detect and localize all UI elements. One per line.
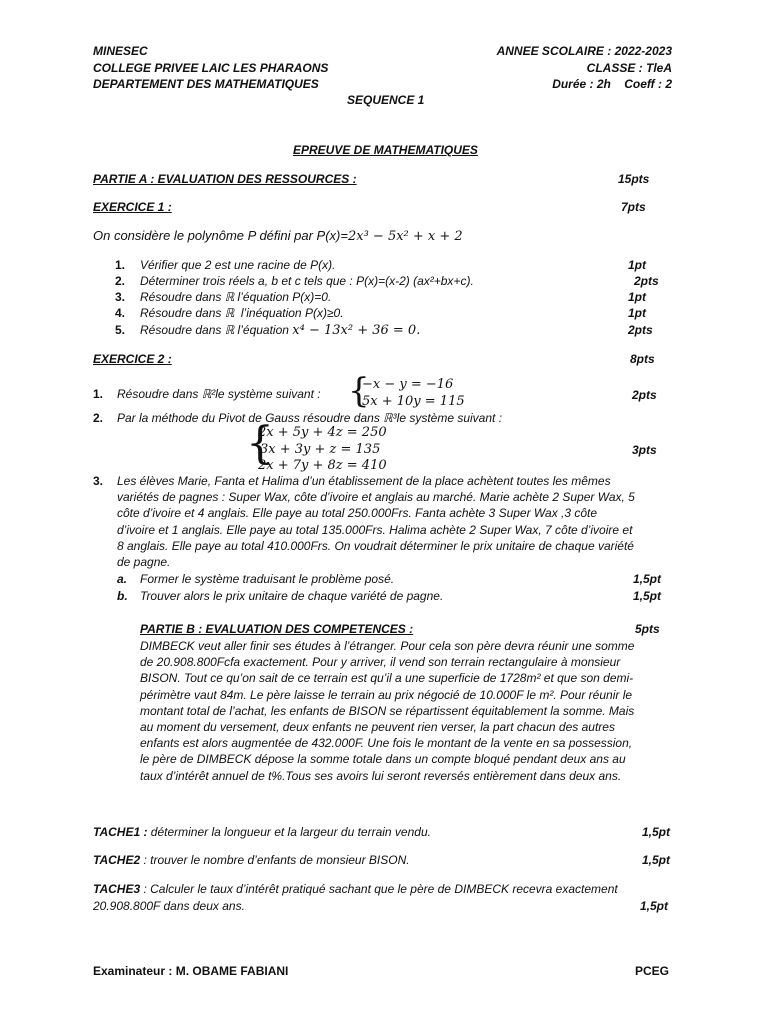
ex2-q2-text: Par la méthode du Pivot de Gauss résoudre dans ℝ³le système suivant :	[117, 411, 503, 425]
ex2-q2-num: 2.	[93, 411, 104, 425]
task-3-points: 1,5pt	[640, 899, 669, 913]
ex1-intro: On considère le polynôme P défini par P(x)=2x³ − 5x² + x + 2	[93, 228, 463, 244]
ex2-q2-brace: {	[246, 418, 274, 469]
ex1-item-points: 2pts	[628, 323, 653, 337]
ex2-q2-eq: 3x + 3y + z = 135	[260, 442, 381, 457]
ex1-item-points: 2pts	[634, 274, 659, 288]
header-school-year: ANNEE SCOLAIRE : 2022-2023	[496, 44, 672, 58]
partB-paragraph: DIMBECK veut aller finir ses études à l’étranger. Pour cela son père devra réunir une somme de 20.908.800Fcfa exactement. Pour y arriver, il vend son terrain rectangulaire à monsieur BISON. Tout ce qu’on sait de ce terrain est qu’il a une superficie de 1728m² et que son demi- périmètre vaut 84m. Le père laisse le terrain au prix négocié de 10.000F le m². Pour réunir le montant total de l’achat, les enfants de BISON se répartissent équitablement la somme. Mais au moment du versement, deux enfants ne peuvent rien verser, la part chacun des autres enfants est alors augmentée de 432.000F. Une fois le montant de la vente en sa possession, le père de DIMBECK dépose la somme totale dans un compte bloqué pendant deux ans au taux d’intérêt annuel de t%.Tous ses avoirs lui seront reversés entièrement dans deux ans.	[140, 639, 635, 783]
ex1-item-points: 1pt	[628, 258, 646, 272]
ex2-q3-sub-points: 1,5pt	[633, 589, 662, 603]
ex1-item-text: Déterminer trois réels a, b et c tels que : P(x)=(x-2) (ax²+bx+c).	[140, 274, 474, 288]
task-2-points: 1,5pt	[642, 853, 671, 867]
header-department: DEPARTEMENT DES MATHEMATIQUES	[93, 77, 319, 91]
ex1-item-num: 1.	[115, 258, 126, 272]
header-class: CLASSE : TleA	[586, 61, 672, 75]
ex1-item-text: Vérifier que 2 est une racine de P(x).	[140, 258, 336, 272]
ex2-q3-sub-num: b.	[117, 589, 128, 603]
ex2-points: 8pts	[630, 352, 655, 366]
ex1-item-num: 2.	[115, 274, 126, 288]
page-title: EPREUVE DE MATHEMATIQUES	[293, 143, 478, 157]
partB-points: 5pts	[635, 622, 660, 636]
partA-points: 15pts	[618, 172, 650, 186]
partB-title: PARTIE B : EVALUATION DES COMPETENCES :	[140, 622, 414, 636]
ex2-q1-num: 1.	[93, 387, 104, 401]
ex1-points: 7pts	[621, 200, 646, 214]
ex2-q2-points: 3pts	[632, 443, 657, 457]
ex1-item-text: Résoudre dans ℝ l’équation x⁴ − 13x² + 36 = 0.	[140, 323, 421, 338]
task-2: TACHE2 : trouver le nombre d’enfants de monsieur BISON.	[93, 853, 410, 867]
task-3: TACHE3 : Calculer le taux d’intérêt pratiqué sachant que le père de DIMBECK recevra exactement	[93, 882, 618, 896]
ex1-item-num: 4.	[115, 306, 126, 320]
ex1-item-points: 1pt	[628, 306, 646, 320]
ex2-q3-paragraph: Les élèves Marie, Fanta et Halima d’un établissement de la place achètent toutes les mêmes variétés de pagnes : Super Wax, côte d’ivoire et anglais au marché. Marie achète 2 Super Wax, 5 côte d’ivoire et 4 anglais. Elle paye au total 250.000Frs. Fanta achète 3 Super Wax ,3 côte d’ivoire et 1 anglais. Elle paye au total 135.000Frs. Halima achète 2 Super Wax, 7 côte d’ivoire et 8 anglais. Elle paye au total 410.000Frs. On voudrait déterminer le prix unitaire de chaque variété de pagne.	[117, 474, 635, 570]
ex2-q1-eq: −x − y = −16	[362, 377, 454, 392]
ex2-q3-sub-num: a.	[117, 572, 128, 586]
ex2-q3-num: 3.	[93, 474, 104, 488]
partA-title: PARTIE A : EVALUATION DES RESSOURCES :	[93, 172, 357, 186]
task-1: TACHE1 : déterminer la longueur et la largeur du terrain vendu.	[93, 825, 431, 839]
ex1-item-text: Résoudre dans ℝ l’équation P(x)=0.	[140, 290, 332, 304]
header-duration: Durée : 2h Coeff : 2	[552, 77, 672, 91]
ex1-item-num: 3.	[115, 290, 126, 304]
ex2-q3-sub-text: Former le système traduisant le problème posé.	[140, 572, 395, 586]
task-3-continued: 20.908.800F dans deux ans.	[93, 899, 245, 913]
ex2-q2-eq: 2x + 5y + 4z = 250	[258, 425, 387, 440]
footer-examiner: Examinateur : M. OBAME FABIANI	[93, 964, 289, 978]
footer-school: PCEG	[635, 964, 670, 978]
ex2-q3-sub-points: 1,5pt	[633, 572, 662, 586]
ex2-q1-points: 2pts	[632, 388, 657, 402]
task-1-points: 1,5pt	[642, 825, 671, 839]
sequence-label: SEQUENCE 1	[347, 93, 425, 107]
ex1-item-points: 1pt	[628, 290, 646, 304]
header-ministry: MINESEC	[93, 44, 148, 58]
ex2-q3-sub-text: Trouver alors le prix unitaire de chaque variété de pagne.	[140, 589, 444, 603]
ex2-q2-eq: 2x + 7y + 8z = 410	[258, 458, 387, 473]
ex2-q1-eq: 5x + 10y = 115	[362, 394, 465, 409]
ex1-title: EXERCICE 1 :	[93, 200, 172, 214]
header-school: COLLEGE PRIVEE LAIC LES PHARAONS	[93, 61, 329, 75]
ex2-q1-brace: {	[348, 371, 370, 411]
ex2-title: EXERCICE 2 :	[93, 352, 172, 366]
ex1-item-text: Résoudre dans ℝ l’inéquation P(x)≥0.	[140, 306, 344, 320]
ex2-q1-text: Résoudre dans ℝ²le système suivant :	[117, 387, 321, 401]
ex1-item-num: 5.	[115, 323, 126, 337]
